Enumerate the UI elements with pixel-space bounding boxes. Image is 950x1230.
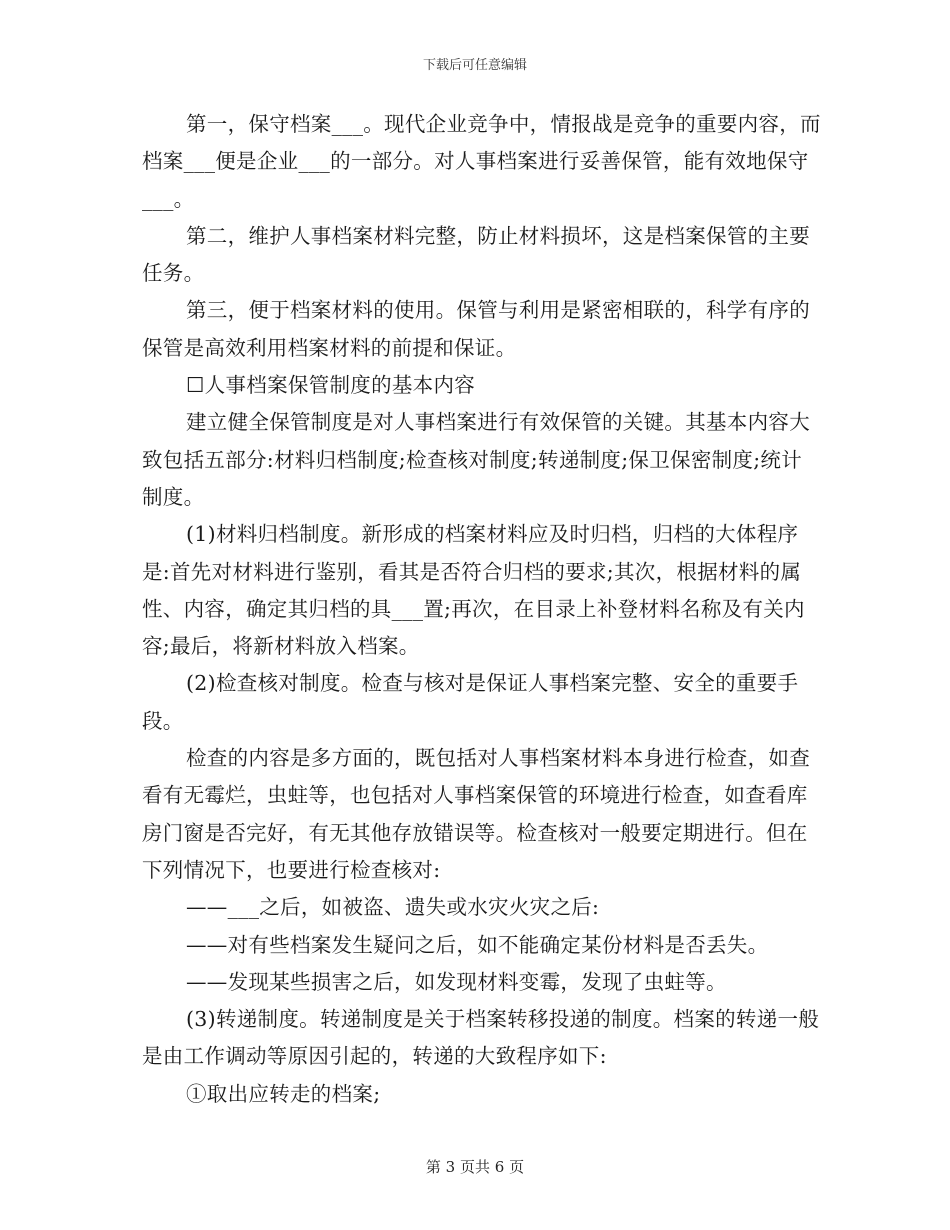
list-item-after-incident: ——___之后，如被盗、遗失或水灾火灾之后:	[186, 895, 600, 920]
list-item-after-damage: ——发现某些损害之后，如发现材料变霉，发现了虫蛀等。	[186, 969, 727, 994]
list-item-transfer-step-1: ①取出应转走的档案;	[186, 1081, 381, 1106]
paragraph-filing-system: (1)材料归档制度。新形成的档案材料应及时归档，归档的大体程序是:首先对材料进行鉴别，看其是否符合归档的要求;其次，根据材料的属性、内容，确定其归档的具___置;再次，在目录上补登材料名称及有关内容;最后，将新材料放入档案。	[142, 522, 805, 659]
paragraph-inspection-system: (2)检查核对制度。检查与核对是保证人事档案完整、安全的重要手段。	[142, 671, 799, 733]
paragraph-maintain-integrity: 第二，维护人事档案材料完整，防止材料损坏，这是档案保管的主要任务。	[142, 223, 810, 286]
page-number: 第 3 页共 6 页	[425, 1158, 525, 1176]
paragraph-system-overview: 建立健全保管制度是对人事档案进行有效保管的关键。其基本内容大致包括五部分:材料归档制度;检查核对制度;转递制度;保卫保密制度;统计制度。	[142, 410, 810, 509]
page-header: 下载后可任意编辑	[422, 58, 527, 73]
paragraph-transfer-system: (3)转递制度。转递制度是关于档案转移投递的制度。档案的转递一般是由工作调动等原因引起的，转递的大致程序如下:	[142, 1007, 820, 1069]
paragraph-inspection-content: 检查的内容是多方面的，既包括对人事档案材料本身进行检查，如查看有无霉烂，虫蛀等，也包括对人事档案保管的环境进行检查，如查看库房门窗是否完好，有无其他存放错误等。检查核对一般要定期进行。但在下列情况下，也要进行检查核对:	[142, 746, 810, 882]
paragraph-protect-secrets: 第一，保守档案___。现代企业竞争中，情报战是竞争的重要内容，而档案___便是企业___的一部分。对人事档案进行妥善保管，能有效地保守___。	[142, 112, 821, 211]
paragraph-ease-of-use: 第三，便于档案材料的使用。保管与利用是紧密相联的，科学有序的保管是高效利用档案材料的前提和保证。	[142, 298, 810, 360]
list-item-after-doubt: ——对有些档案发生疑问之后，如不能确定某份材料是否丢失。	[186, 932, 769, 957]
section-heading-basic-content: ☐人事档案保管制度的基本内容	[186, 373, 476, 398]
document-body	[142, 106, 822, 1113]
